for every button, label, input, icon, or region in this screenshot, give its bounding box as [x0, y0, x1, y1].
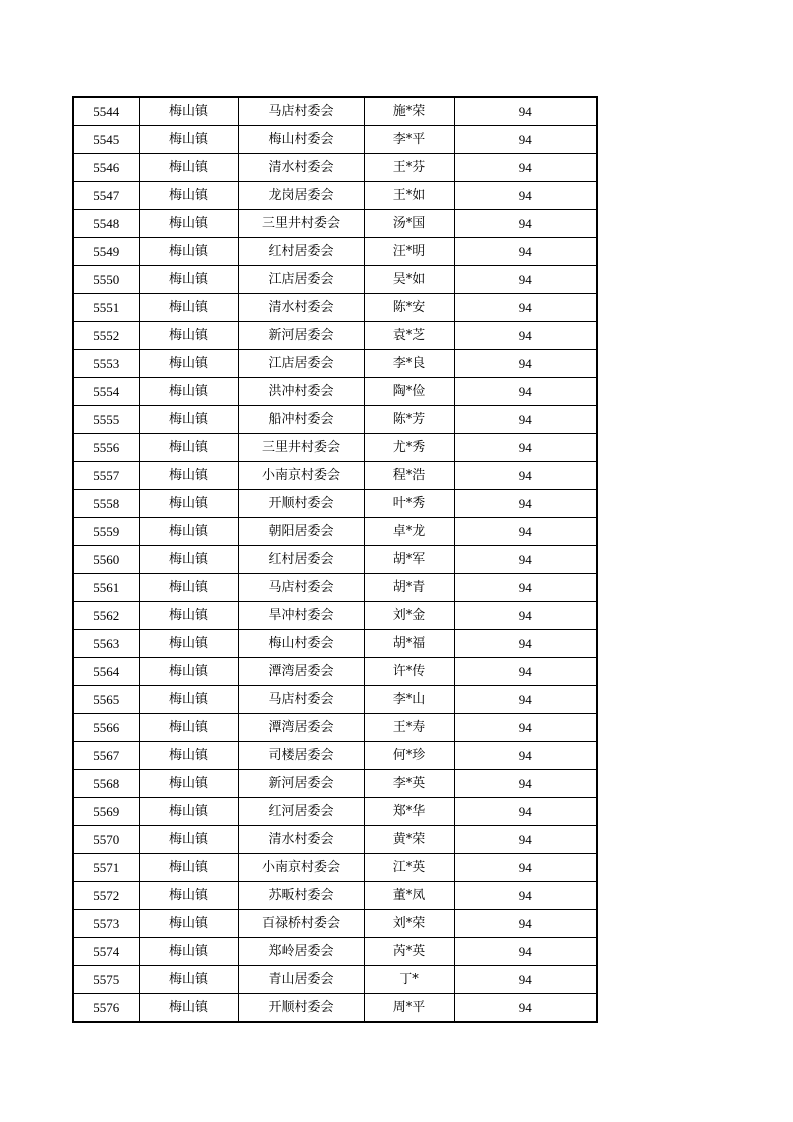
town-cell: 梅山镇	[139, 126, 238, 154]
score-cell: 94	[454, 154, 597, 182]
town-cell: 梅山镇	[139, 406, 238, 434]
town-cell: 梅山镇	[139, 854, 238, 882]
row-number-cell: 5567	[73, 742, 139, 770]
person-name-cell: 陈*安	[364, 294, 454, 322]
row-number-cell: 5556	[73, 434, 139, 462]
row-number-cell: 5553	[73, 350, 139, 378]
row-number-cell: 5548	[73, 210, 139, 238]
table-row	[73, 350, 597, 378]
score-cell: 94	[454, 798, 597, 826]
score-cell: 94	[454, 238, 597, 266]
town-cell: 梅山镇	[139, 910, 238, 938]
person-name-cell: 何*珍	[364, 742, 454, 770]
row-number-cell: 5545	[73, 126, 139, 154]
row-number-cell: 5555	[73, 406, 139, 434]
village-committee-cell: 清水村委会	[238, 826, 364, 854]
score-cell: 94	[454, 406, 597, 434]
row-number-cell: 5558	[73, 490, 139, 518]
village-committee-cell: 船冲村委会	[238, 406, 364, 434]
score-cell: 94	[454, 630, 597, 658]
table-row	[73, 154, 597, 182]
village-committee-cell: 潭湾居委会	[238, 658, 364, 686]
row-number-cell: 5557	[73, 462, 139, 490]
person-name-cell: 吴*如	[364, 266, 454, 294]
person-name-cell: 胡*福	[364, 630, 454, 658]
village-committee-cell: 江店居委会	[238, 350, 364, 378]
person-name-cell: 许*传	[364, 658, 454, 686]
table-row	[73, 994, 597, 1023]
row-number-cell: 5547	[73, 182, 139, 210]
town-cell: 梅山镇	[139, 266, 238, 294]
table-row	[73, 546, 597, 574]
roster-table-body	[73, 97, 597, 1022]
person-name-cell: 李*英	[364, 770, 454, 798]
town-cell: 梅山镇	[139, 322, 238, 350]
person-name-cell: 卓*龙	[364, 518, 454, 546]
row-number-cell: 5576	[73, 994, 139, 1023]
person-name-cell: 袁*芝	[364, 322, 454, 350]
score-cell: 94	[454, 658, 597, 686]
row-number-cell: 5549	[73, 238, 139, 266]
town-cell: 梅山镇	[139, 154, 238, 182]
score-cell: 94	[454, 294, 597, 322]
table-row	[73, 938, 597, 966]
person-name-cell: 汤*国	[364, 210, 454, 238]
row-number-cell: 5566	[73, 714, 139, 742]
score-cell: 94	[454, 518, 597, 546]
table-row	[73, 686, 597, 714]
village-committee-cell: 三里井村委会	[238, 210, 364, 238]
town-cell: 梅山镇	[139, 994, 238, 1023]
village-committee-cell: 百禄桥村委会	[238, 910, 364, 938]
village-committee-cell: 梅山村委会	[238, 126, 364, 154]
score-cell: 94	[454, 854, 597, 882]
village-committee-cell: 旱冲村委会	[238, 602, 364, 630]
score-cell: 94	[454, 97, 597, 126]
person-name-cell: 叶*秀	[364, 490, 454, 518]
score-cell: 94	[454, 574, 597, 602]
table-row	[73, 434, 597, 462]
row-number-cell: 5569	[73, 798, 139, 826]
village-committee-cell: 清水村委会	[238, 154, 364, 182]
person-name-cell: 尤*秀	[364, 434, 454, 462]
village-committee-cell: 红村居委会	[238, 546, 364, 574]
person-name-cell: 汪*明	[364, 238, 454, 266]
row-number-cell: 5572	[73, 882, 139, 910]
village-committee-cell: 新河居委会	[238, 770, 364, 798]
person-name-cell: 周*平	[364, 994, 454, 1023]
table-row	[73, 658, 597, 686]
person-name-cell: 刘*荣	[364, 910, 454, 938]
row-number-cell: 5550	[73, 266, 139, 294]
table-row	[73, 798, 597, 826]
town-cell: 梅山镇	[139, 658, 238, 686]
person-name-cell: 郑*华	[364, 798, 454, 826]
table-row	[73, 966, 597, 994]
village-committee-cell: 三里井村委会	[238, 434, 364, 462]
town-cell: 梅山镇	[139, 490, 238, 518]
table-row	[73, 490, 597, 518]
row-number-cell: 5562	[73, 602, 139, 630]
town-cell: 梅山镇	[139, 798, 238, 826]
table-row	[73, 126, 597, 154]
town-cell: 梅山镇	[139, 826, 238, 854]
row-number-cell: 5561	[73, 574, 139, 602]
score-cell: 94	[454, 266, 597, 294]
score-cell: 94	[454, 350, 597, 378]
score-cell: 94	[454, 966, 597, 994]
score-cell: 94	[454, 826, 597, 854]
table-row	[73, 826, 597, 854]
table-row	[73, 238, 597, 266]
town-cell: 梅山镇	[139, 742, 238, 770]
person-name-cell: 陈*芳	[364, 406, 454, 434]
village-committee-cell: 江店居委会	[238, 266, 364, 294]
row-number-cell: 5571	[73, 854, 139, 882]
score-cell: 94	[454, 462, 597, 490]
table-row	[73, 406, 597, 434]
person-name-cell: 程*浩	[364, 462, 454, 490]
row-number-cell: 5574	[73, 938, 139, 966]
row-number-cell: 5564	[73, 658, 139, 686]
person-name-cell: 王*寿	[364, 714, 454, 742]
table-row	[73, 882, 597, 910]
person-name-cell: 丁*	[364, 966, 454, 994]
table-row	[73, 630, 597, 658]
person-name-cell: 胡*军	[364, 546, 454, 574]
score-cell: 94	[454, 602, 597, 630]
town-cell: 梅山镇	[139, 378, 238, 406]
score-cell: 94	[454, 490, 597, 518]
table-row	[73, 322, 597, 350]
person-name-cell: 董*凤	[364, 882, 454, 910]
village-committee-cell: 洪冲村委会	[238, 378, 364, 406]
score-cell: 94	[454, 742, 597, 770]
person-name-cell: 芮*英	[364, 938, 454, 966]
town-cell: 梅山镇	[139, 574, 238, 602]
table-row	[73, 714, 597, 742]
town-cell: 梅山镇	[139, 462, 238, 490]
table-row	[73, 210, 597, 238]
table-row	[73, 770, 597, 798]
person-name-cell: 王*如	[364, 182, 454, 210]
town-cell: 梅山镇	[139, 294, 238, 322]
village-committee-cell: 开顺村委会	[238, 994, 364, 1023]
row-number-cell: 5565	[73, 686, 139, 714]
town-cell: 梅山镇	[139, 434, 238, 462]
score-cell: 94	[454, 994, 597, 1023]
table-row	[73, 574, 597, 602]
row-number-cell: 5559	[73, 518, 139, 546]
score-cell: 94	[454, 182, 597, 210]
score-cell: 94	[454, 714, 597, 742]
town-cell: 梅山镇	[139, 518, 238, 546]
village-committee-cell: 郑岭居委会	[238, 938, 364, 966]
row-number-cell: 5546	[73, 154, 139, 182]
person-name-cell: 胡*青	[364, 574, 454, 602]
row-number-cell: 5570	[73, 826, 139, 854]
score-cell: 94	[454, 126, 597, 154]
village-committee-cell: 龙岗居委会	[238, 182, 364, 210]
town-cell: 梅山镇	[139, 938, 238, 966]
person-name-cell: 李*良	[364, 350, 454, 378]
person-name-cell: 王*芬	[364, 154, 454, 182]
row-number-cell: 5554	[73, 378, 139, 406]
person-name-cell: 江*英	[364, 854, 454, 882]
village-committee-cell: 小南京村委会	[238, 854, 364, 882]
row-number-cell: 5552	[73, 322, 139, 350]
table-row	[73, 910, 597, 938]
town-cell: 梅山镇	[139, 97, 238, 126]
village-committee-cell: 小南京村委会	[238, 462, 364, 490]
village-committee-cell: 新河居委会	[238, 322, 364, 350]
town-cell: 梅山镇	[139, 546, 238, 574]
village-committee-cell: 马店村委会	[238, 686, 364, 714]
table-row	[73, 266, 597, 294]
village-committee-cell: 潭湾居委会	[238, 714, 364, 742]
score-cell: 94	[454, 378, 597, 406]
row-number-cell: 5575	[73, 966, 139, 994]
village-committee-cell: 司楼居委会	[238, 742, 364, 770]
person-name-cell: 施*荣	[364, 97, 454, 126]
village-committee-cell: 红村居委会	[238, 238, 364, 266]
town-cell: 梅山镇	[139, 882, 238, 910]
village-committee-cell: 红河居委会	[238, 798, 364, 826]
score-cell: 94	[454, 910, 597, 938]
table-row	[73, 854, 597, 882]
score-cell: 94	[454, 770, 597, 798]
row-number-cell: 5544	[73, 97, 139, 126]
roster-table	[72, 96, 598, 1023]
village-committee-cell: 朝阳居委会	[238, 518, 364, 546]
row-number-cell: 5560	[73, 546, 139, 574]
person-name-cell: 刘*金	[364, 602, 454, 630]
village-committee-cell: 梅山村委会	[238, 630, 364, 658]
table-row	[73, 742, 597, 770]
score-cell: 94	[454, 210, 597, 238]
person-name-cell: 李*平	[364, 126, 454, 154]
score-cell: 94	[454, 882, 597, 910]
table-row	[73, 462, 597, 490]
town-cell: 梅山镇	[139, 350, 238, 378]
score-cell: 94	[454, 546, 597, 574]
town-cell: 梅山镇	[139, 182, 238, 210]
table-row	[73, 182, 597, 210]
table-row	[73, 378, 597, 406]
town-cell: 梅山镇	[139, 714, 238, 742]
village-committee-cell: 清水村委会	[238, 294, 364, 322]
town-cell: 梅山镇	[139, 770, 238, 798]
table-row	[73, 602, 597, 630]
village-committee-cell: 苏畈村委会	[238, 882, 364, 910]
town-cell: 梅山镇	[139, 966, 238, 994]
score-cell: 94	[454, 686, 597, 714]
score-cell: 94	[454, 434, 597, 462]
town-cell: 梅山镇	[139, 210, 238, 238]
score-cell: 94	[454, 322, 597, 350]
row-number-cell: 5573	[73, 910, 139, 938]
person-name-cell: 黄*荣	[364, 826, 454, 854]
village-committee-cell: 马店村委会	[238, 97, 364, 126]
table-row	[73, 97, 597, 126]
village-committee-cell: 马店村委会	[238, 574, 364, 602]
row-number-cell: 5568	[73, 770, 139, 798]
person-name-cell: 李*山	[364, 686, 454, 714]
row-number-cell: 5563	[73, 630, 139, 658]
score-cell: 94	[454, 938, 597, 966]
village-committee-cell: 青山居委会	[238, 966, 364, 994]
town-cell: 梅山镇	[139, 630, 238, 658]
row-number-cell: 5551	[73, 294, 139, 322]
person-name-cell: 陶*俭	[364, 378, 454, 406]
town-cell: 梅山镇	[139, 602, 238, 630]
village-committee-cell: 开顺村委会	[238, 490, 364, 518]
table-row	[73, 294, 597, 322]
table-row	[73, 518, 597, 546]
town-cell: 梅山镇	[139, 686, 238, 714]
town-cell: 梅山镇	[139, 238, 238, 266]
